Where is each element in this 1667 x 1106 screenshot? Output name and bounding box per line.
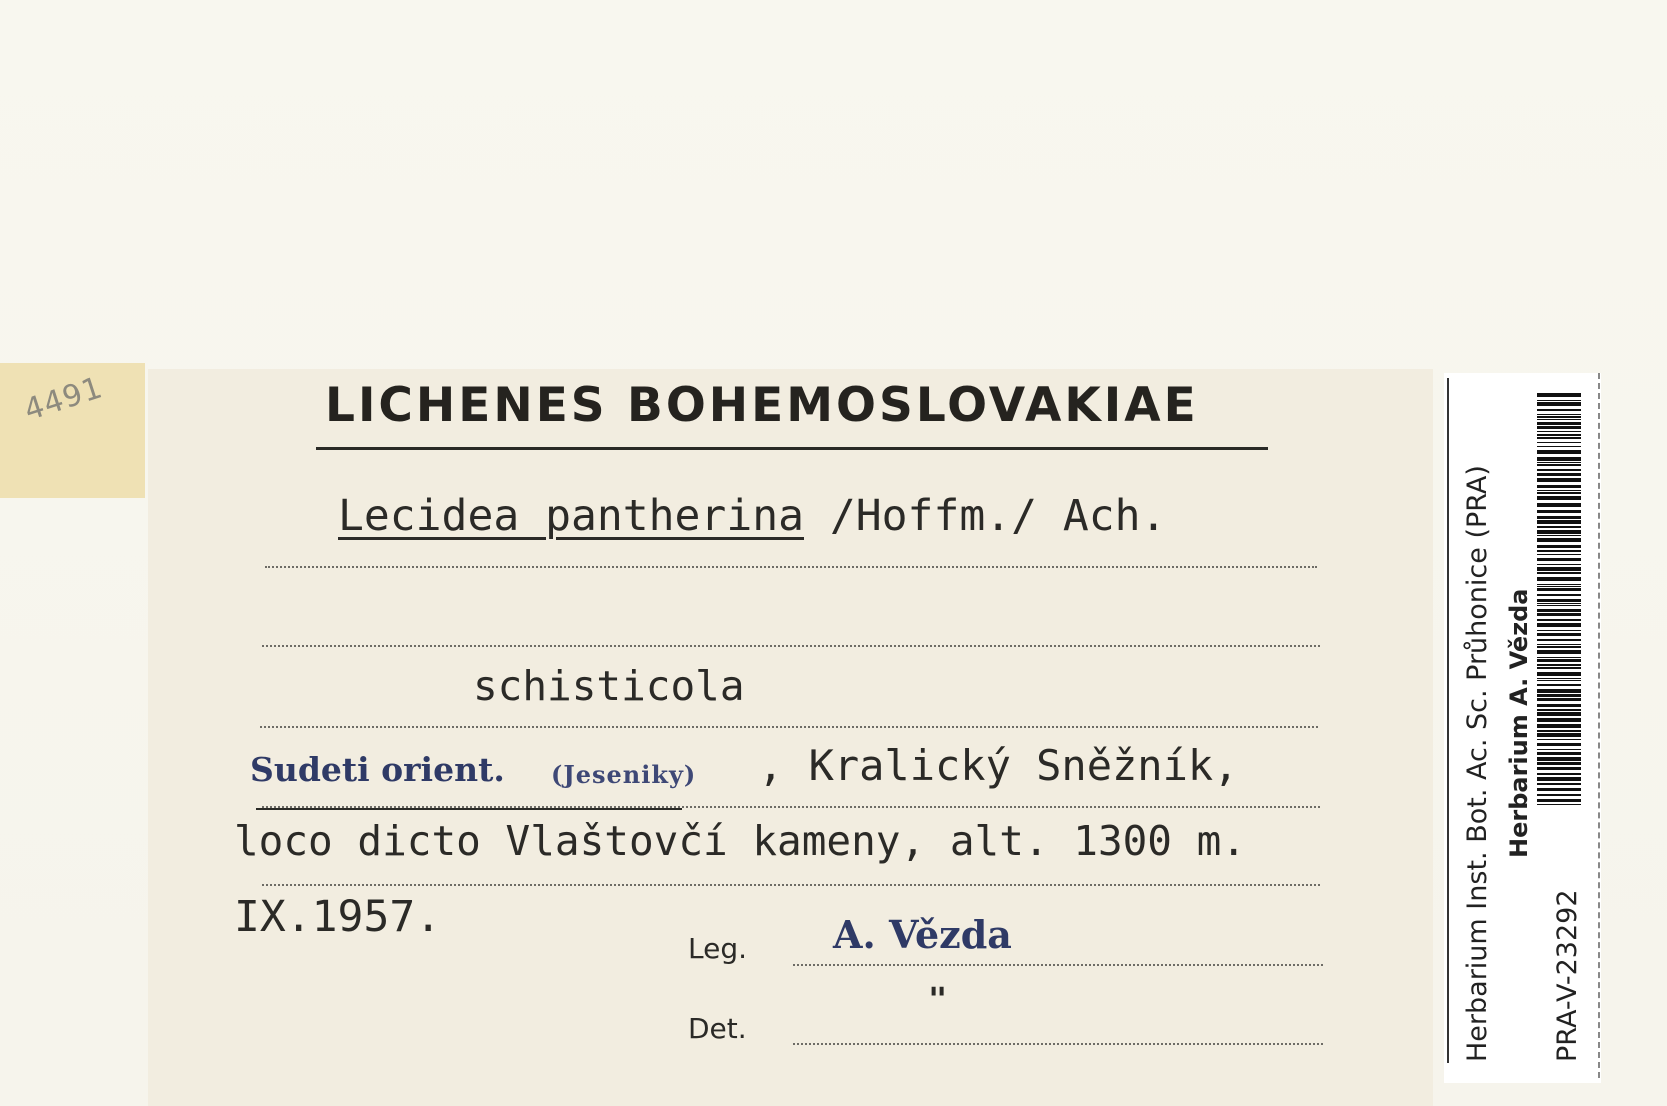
locality-line-2: loco dicto Vlaštovčí kameny, alt. 1300 m. <box>234 817 1247 865</box>
region-stamp-paren: (Jeseniky) <box>551 760 697 789</box>
specimen-label <box>148 369 1433 1106</box>
header-rule <box>316 447 1268 450</box>
substrate: schisticola <box>473 662 745 710</box>
dotted-line-2 <box>262 645 1320 647</box>
species-line <box>338 491 1166 541</box>
species-authority: /Hoffm./ Ach. <box>804 491 1167 541</box>
barcode-id: PRA-V-23292 <box>1552 889 1583 1062</box>
label-header: LICHENES BOHEMOSLOVAKIAE <box>325 378 1199 433</box>
herbarium-collection: Herbarium A. Vězda <box>1505 588 1533 858</box>
catalog-number: 4491 <box>20 370 108 429</box>
det-label: Det. <box>688 1012 747 1045</box>
herbarium-strip-edge <box>1598 373 1600 1078</box>
herbarium-institution: Herbarium Inst. Bot. Ac. Sc. Průhonice (PRA) <box>1462 465 1493 1062</box>
dotted-line-leg <box>793 964 1323 966</box>
dotted-line-3 <box>260 726 1318 728</box>
herbarium-strip-rule <box>1447 378 1449 1063</box>
dotted-line-1 <box>265 566 1317 568</box>
det-ditto: " <box>928 980 948 1018</box>
leg-label: Leg. <box>688 932 748 965</box>
dotted-line-4 <box>262 806 1320 808</box>
collection-date: IX.1957. <box>234 892 442 942</box>
stamp-underline <box>256 808 682 810</box>
region-stamp: Sudeti orient. <box>250 750 505 789</box>
dotted-line-5 <box>262 884 1320 886</box>
locality-line-1: , Kralický Sněžník, <box>758 741 1239 790</box>
barcode <box>1537 393 1581 805</box>
species-name: Lecidea pantherina <box>338 491 804 541</box>
dotted-line-det <box>793 1043 1323 1045</box>
collector-stamp: A. Vězda <box>833 912 1012 957</box>
